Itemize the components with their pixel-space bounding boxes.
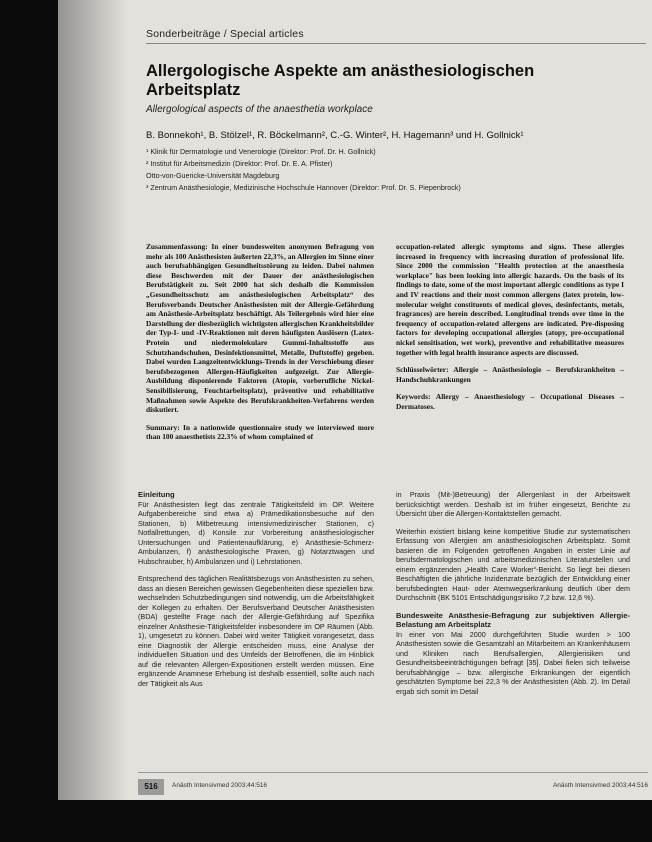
author-list: B. Bonnekoh¹, B. Stölzel¹, R. Böckelmann², C.-G. Winter², H. Hagemann³ und H. Gollnick¹ <box>146 130 524 141</box>
body-right-p3: In einer von Mai 2000 durchgeführten Studie wurden > 100 Anästhesisten sowie die Gesamtzahl an Mitarbeitern an Krankenhäusern und Kliniken nach Berufsallergien, Allergierisiken und Gesundheitsbeeinträchtigungen befragt [35]. Dabei fielen sich teilweise berufsabhängige – bzw. allergische Erkrankungen der eigentlich geschätzten Symptome bei 22,3 % der Anästhesisten (Abb. 2). Im Detail ergab sich somit im Detail <box>396 629 630 696</box>
heading-einleitung: Einleitung <box>138 490 175 499</box>
affiliations <box>146 146 646 194</box>
keywords-text: Allergy – Anaesthesiology – Occupational Diseases – Dermatoses. <box>396 392 624 411</box>
page-number: 516 <box>138 779 164 795</box>
body-right-column <box>396 490 630 704</box>
abstract-right-column <box>396 242 624 420</box>
summary-continued: occupation-related allergic symptoms and signs. These allergies increased in frequency with increasing duration of professional life. Since 2000 the commission "Health protection at the anaesthesia workplace" has been looking into allergic hazards. On the basis of its findings to date, some of the most important allergic conditions as type I and IV reactions and their most common allergens (latex protein, low-molecular weight constituents of medical gloves, desinfectants, metals, fragrances) are herein described. Longitudinal trends over time in the frequency of occupation-related allergens are indicated. Pre-disposing factors for developing occupational allergies (atopy, pre-occupational nickel sensitisation, wet work), preventive and rehabilitative measures together with legal health insurance aspects are discussed. <box>396 242 624 357</box>
keywords-label: Keywords: <box>396 392 431 402</box>
article-title: Allergologische Aspekte am anästhesiologischen Arbeitsplatz <box>146 62 535 99</box>
affiliation-2-cont: Otto-von-Guericke-Universität Magdeburg <box>146 171 280 180</box>
page-footer <box>138 772 648 795</box>
summary-start: Summary: In a nationwide questionnaire study we interviewed more than 100 anaesthetists 22.3% of whom complained of <box>146 422 374 442</box>
affiliation-3: ³ Zentrum Anästhesiologie, Medizinische Hochschule Hannover (Direktor: Prof. Dr. S. Piepenbrock) <box>146 183 461 192</box>
abstract-left-column <box>146 242 374 450</box>
affiliation-1: ¹ Klinik für Dermatologie und Venerologie (Direktor: Prof. Dr. H. Gollnick) <box>146 147 376 156</box>
journal-page <box>58 0 652 800</box>
body-right-p1: in Praxis (Mit-)Betreuung) der Allergenlast in der Arbeitswelt berücksichtigt werden. Deshalb ist im früher eingesetzt, Berichte zu Übersicht über die Allergen-Kontaktstellen gemacht. <box>396 490 630 518</box>
schluesselwoerter-label: Schlüsselwörter: <box>396 365 449 375</box>
body-left-p1: Für Anästhesisten liegt das zentrale Tätigkeitsfeld im OP. Weitere Aufgabenbereiche sind etwa a) Prämedikationsbesuche auf den Stationen, b) Mitbetreuung intensivmedizinischer Stationen, c) Notfallrettungen, d) Konsile zur Vorbereitung anästhesiologischer Untersuchungen und Patientenaufklärung, e) Anästhesie-Schmerz-Ambulanzen, f) anästhesiologische Praxen, g) Notarztwagen und Hubschrauber, h) Ambulanzen und i) Lehrstationen. <box>138 499 374 566</box>
schluesselwoerter <box>396 365 624 384</box>
journal-citation-left: Anästh Intensivmed 2003;44:516 <box>172 782 268 789</box>
heading-befragung: Bundesweite Anästhesie-Befragung zur subjektiven Allergie-Belastung am Arbeitsplatz <box>396 610 630 629</box>
body-left-column <box>138 490 374 696</box>
affiliation-2: ² Institut für Arbeitsmedizin (Direktor: Prof. Dr. E. A. Pfister) <box>146 159 333 168</box>
keywords <box>396 392 624 411</box>
article-subtitle: Allergological aspects of the anaesthetia workplace <box>146 104 373 115</box>
schluesselwoerter-text: Allergie – Anästhesiologie – Berufskrankheiten – Handschuhkrankungen <box>396 365 624 384</box>
zusammenfassung: Zusammenfassung: In einer bundesweiten anonymen Befragung von mehr als 100 Anästhesisten äußerten 22,3%, an Allergien im Sinne einer auch berufsabhängigen Gesundheitsstörung zu leiden. Dabei nahmen diese Beschwerden mit der Dauer der anästhesiologischen Berufstätigkeit zu. Seit 2000 hat sich deshalb die Kommission „Gesundheitsschutz am anästhesiologischen Arbeitsplatz“ des Berufsverbands Deutscher Anästhesisten mit der Allergie-Gefährdung am Anästhesie-Arbeitsplatz beschäftigt. Als Teilergebnis wird hier eine Darstellung der diesbezüglich wichtigsten allergischen Krankheitsbilder der Typ-I- und -IV-Reaktionen mit deren häufigsten Auslösern (Latex-Protein und niedermolekulare Gummi-Inhaltsstoffe aus Schutzhandschuhen, Desinfektionsmittel, Metalle, Duftstoffe) gegeben. Dabei wurden Langzeitentwicklungs-Trends in der Verschiebung dieser berufsbezogenen Allergen-Häufigkeiten aufgezeigt. Zur Allergie-Ausbildung disponierende Faktoren (Atopie, vorberufliche Nickel-Sensibilisierung, Feuchtarbeitsplatz), präventive und rehabilitative Maßnahmen sowie Aspekte des Berufskrankheiten-Verfahrens werden diskutiert. <box>146 242 374 415</box>
body-right-p2: Weiterhin existiert bislang keine kompetitive Studie zur systematischen Erfassung von Allergien am anästhesiologischen Arbeitsplatz. Somit basieren die im Folgenden getroffenen Angaben in erster Linie auf berufsdermatologischen und arbeitsmedizinischen Literaturstellen und einem ergänzenden „Health Care Worker“-Bericht. So liegt bei diesen Beschäftigten die jährliche Inzidenzrate bezüglich der Entwicklung einer berufsbedingten Haut- oder Atemwegserkrankung deutlich über dem Durchschnitt (BK 5101 Entschädigungsrisiko 7,2 bzw. 12,6 %). <box>396 526 630 602</box>
journal-citation-right: Anästh Intensivmed 2003;44:516 <box>552 782 648 789</box>
body-left-p2: Entsprechend des täglichen Realitätsbezugs von Anästhesisten zu sehen, dass an diesen Bereichen gewissen Gegebenheiten diese speziellen bzw. wechselnden Schutzbedingungen sind notwendig, um die Arbeitsfähigkeit der Kollegen zu erhalten. Der Berufsverband Deutscher Anästhesisten (BDA) gestellte Frage nach der Allergie-Gefährdung auf Spezifika einzelner Anästhesie-Tätigkeitsfelder insbesondere im OP Räumen (Abb. 1), umgesetzt zu können. Dabei wird weiter Tätigkeit vorangesetzt, dass eine Diagnostik der Allergie entscheiden muss, eine Analyse der individuellen Situation und des Umfelds der Betroffenen, die im Hinblick auf die relevanten Allergen-Expositionen erstellt werden müssen. Eine ergänzende Anamnese Erhebung ist deshalb essentiell, sollte auch nach der Tätigkeit als Aus <box>138 574 374 688</box>
section-label: Sonderbeiträge / Special articles <box>146 28 646 44</box>
